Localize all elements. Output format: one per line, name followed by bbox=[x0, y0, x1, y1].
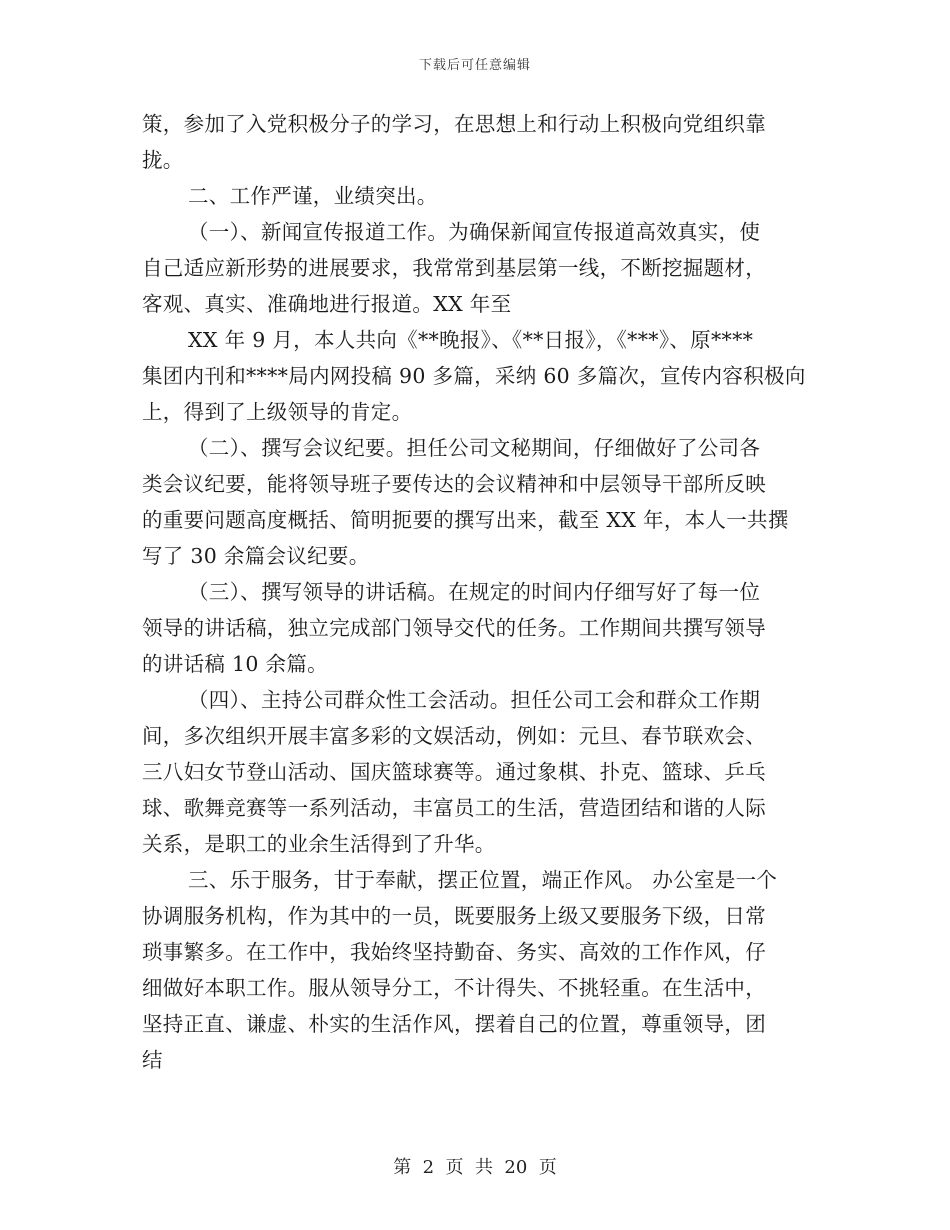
text-line: 类会议纪要，能将领导班子要传达的会议精神和中层领导干部所反映 bbox=[142, 472, 766, 496]
text-line: 策，参加了入党积极分子的学习，在思想上和行动上积极向党组织靠 bbox=[142, 112, 766, 136]
text-line: 细做好本职工作。服从领导分工，不计得失、不挑轻重。在生活中， bbox=[142, 976, 766, 1000]
text-line: （一）、新闻宣传报道工作。为确保新闻宣传报道高效真实，使 bbox=[188, 220, 761, 244]
text-line: 结 bbox=[142, 1048, 163, 1072]
page-number-footer: 第 2 页 共 20 页 bbox=[393, 1157, 557, 1178]
text-line: 的讲话稿 10 余篇。 bbox=[142, 652, 328, 676]
text-line: （三）、撰写领导的讲话稿。在规定的时间内仔细写好了每一位 bbox=[188, 580, 761, 604]
text-line: 三八妇女节登山活动、国庆篮球赛等。通过象棋、扑克、篮球、乒乓 bbox=[142, 760, 766, 784]
text-line: 领导的讲话稿，独立完成部门领导交代的任务。工作期间共撰写领导 bbox=[142, 616, 766, 640]
text-line: 拢。 bbox=[142, 148, 184, 172]
document-body bbox=[142, 106, 812, 1078]
text-line: 三、乐于服务，甘于奉献，摆正位置，端正作风。 办公室是一个 bbox=[188, 868, 778, 892]
text-line: 琐事繁多。在工作中，我始终坚持勤奋、务实、高效的工作作风，仔 bbox=[142, 940, 766, 964]
text-line: XX 年 9 月，本人共向《**晚报》、《**日报》，《***》、原**** bbox=[188, 328, 754, 352]
text-line: 球、歌舞竞赛等一系列活动，丰富员工的生活，营造团结和谐的人际 bbox=[142, 796, 766, 820]
text-line: 的重要问题高度概括、简明扼要的撰写出来，截至 XX 年，本人一共撰 bbox=[142, 508, 789, 532]
text-line: 关系，是职工的业余生活得到了升华。 bbox=[142, 832, 496, 856]
text-line: 写了 30 余篇会议纪要。 bbox=[142, 544, 370, 568]
text-line: 自己适应新形势的进展要求，我常常到基层第一线，不断挖掘题材， bbox=[142, 256, 766, 280]
text-line: 协调服务机构，作为其中的一员，既要服务上级又要服务下级，日常 bbox=[142, 904, 766, 928]
text-line: 间，多次组织开展丰富多彩的文娱活动，例如：元旦、春节联欢会、 bbox=[142, 724, 766, 748]
text-line: （二）、撰写会议纪要。担任公司文秘期间，仔细做好了公司各 bbox=[188, 436, 761, 460]
text-line: 二、工作严谨，业绩突出。 bbox=[188, 184, 438, 208]
page-header-note: 下载后可任意编辑 bbox=[418, 58, 531, 73]
text-line: 客观、真实、准确地进行报道。XX 年至 bbox=[142, 292, 512, 316]
text-line: 坚持正直、谦虚、朴实的生活作风，摆着自己的位置，尊重领导，团 bbox=[142, 1012, 766, 1036]
text-line: 上，得到了上级领导的肯定。 bbox=[142, 400, 413, 424]
text-line: 集团内刊和****局内网投稿 90 多篇，采纳 60 多篇次，宣传内容积极向 bbox=[142, 364, 806, 388]
text-line: （四）、主持公司群众性工会活动。担任公司工会和群众工作期 bbox=[188, 688, 761, 712]
